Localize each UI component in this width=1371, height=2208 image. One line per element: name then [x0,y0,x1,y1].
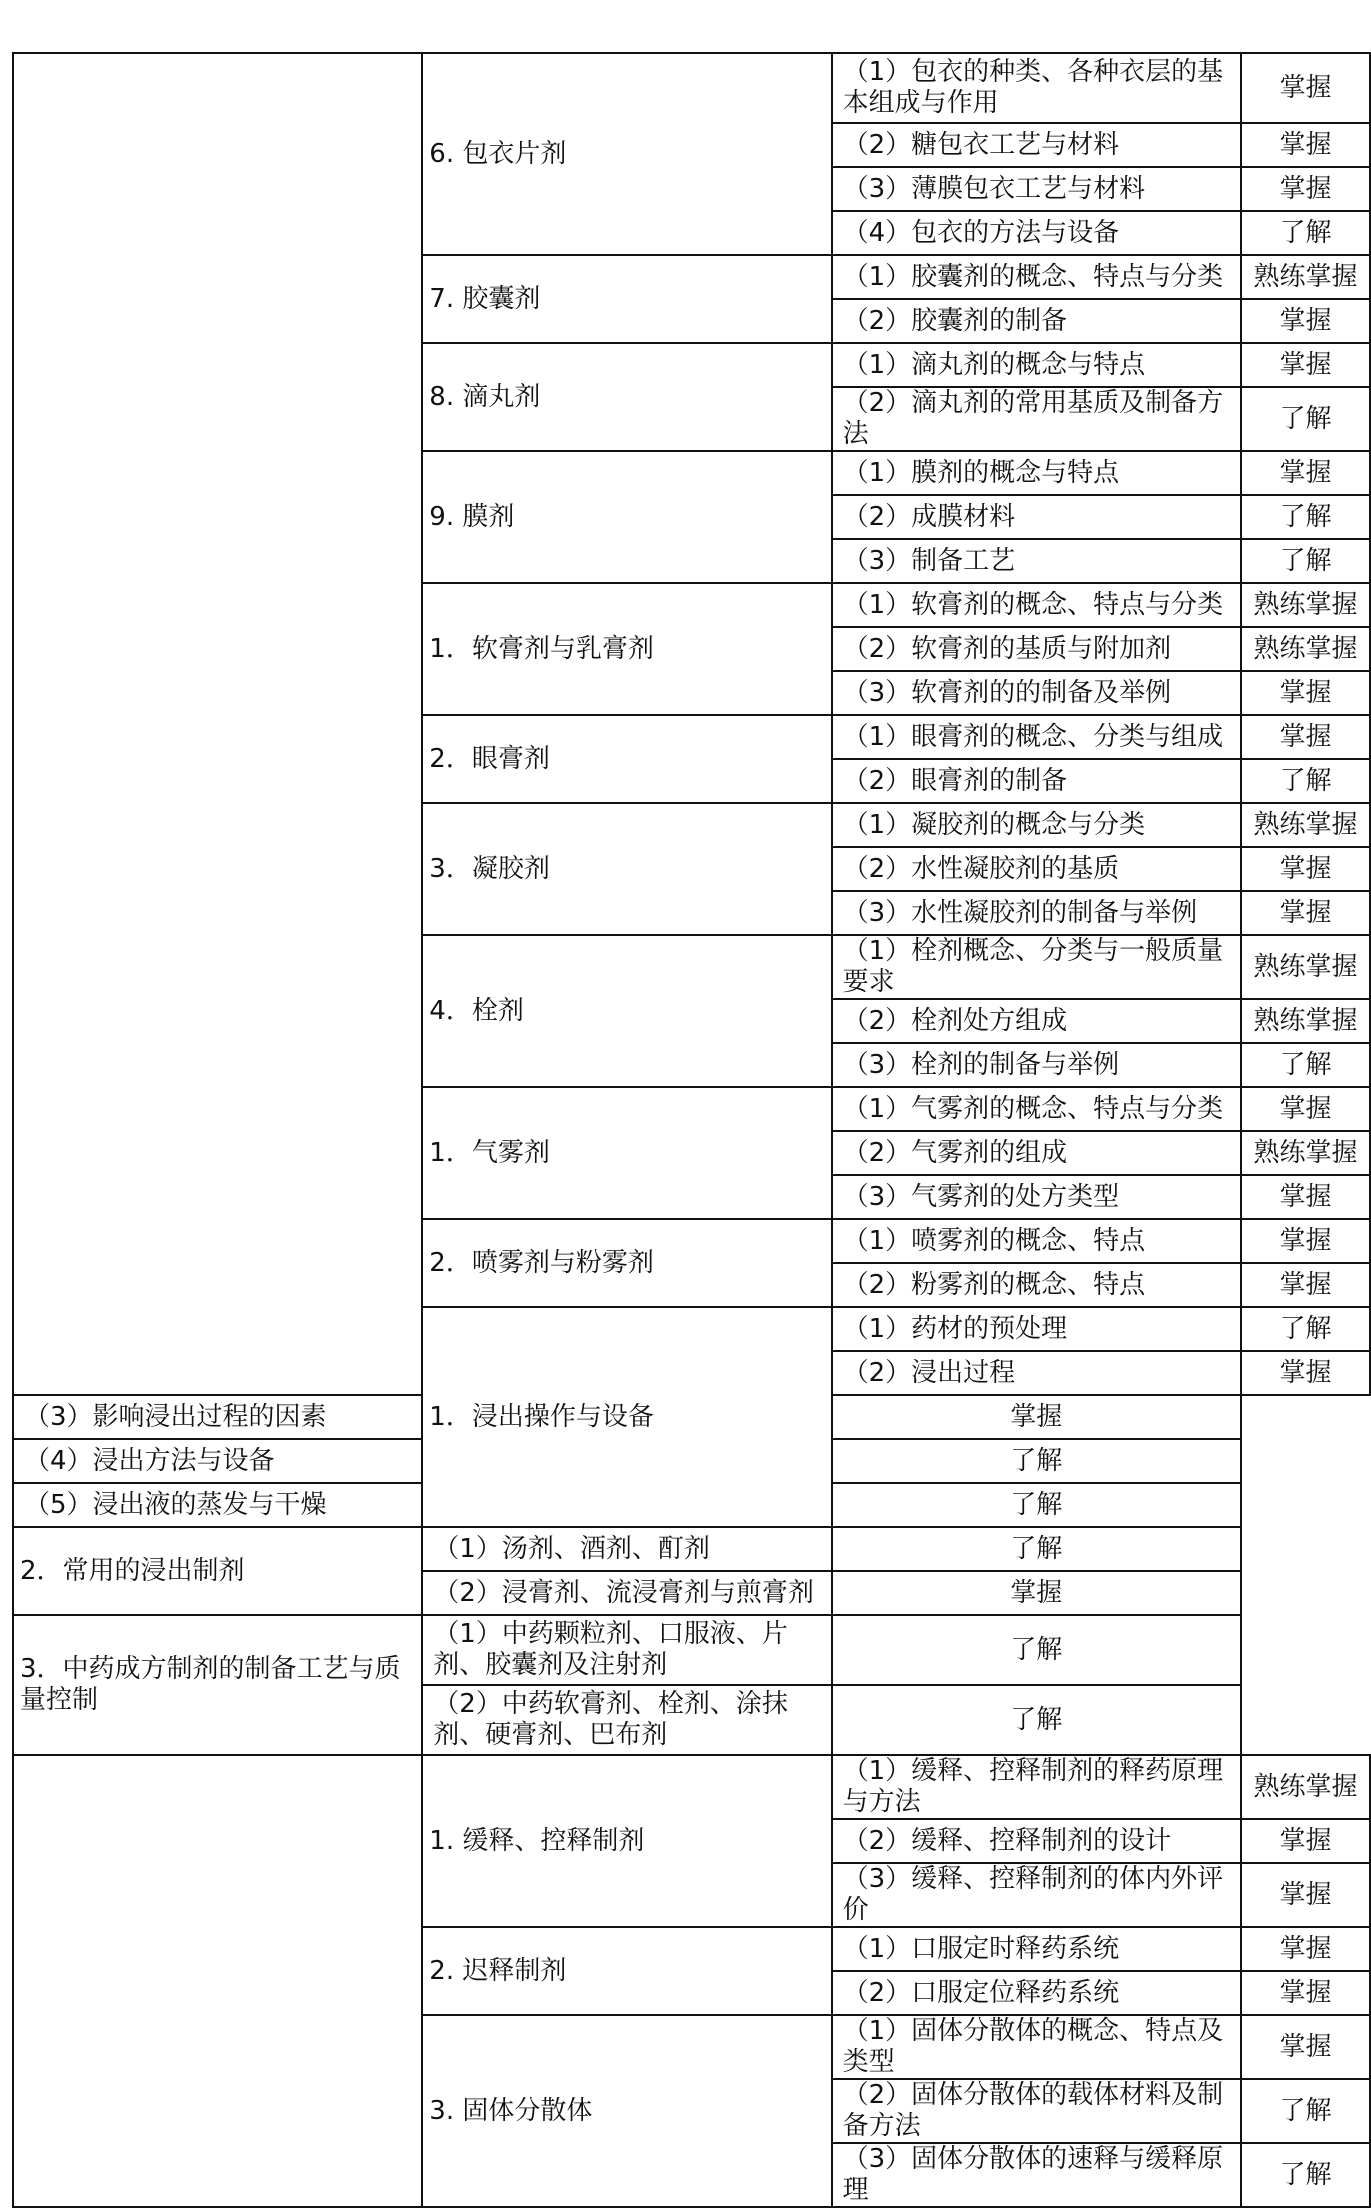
item-cell: （3）水性凝胶剂的制备与举例 [832,891,1241,935]
level-cell: 熟练掌握 [1241,803,1370,847]
item-cell: （3）制备工艺 [832,539,1241,583]
unit-cell [13,1755,422,2207]
item-cell: （1）膜剂的概念与特点 [832,451,1241,495]
topic-cell: 1．气雾剂 [422,1087,831,1219]
level-cell: 掌握 [1241,1087,1370,1131]
item-cell: （2）中药软膏剂、栓剂、涂抹剂、硬膏剂、巴布剂 [422,1685,831,1755]
item-cell: （2）胶囊剂的制备 [832,299,1241,343]
item-cell: （2）糖包衣工艺与材料 [832,123,1241,167]
item-cell: （2）气雾剂的组成 [832,1131,1241,1175]
topic-cell: 3．中药成方制剂的制备工艺与质量控制 [13,1615,422,1755]
item-cell: （4）包衣的方法与设备 [832,211,1241,255]
table-row [13,1527,1370,1571]
item-cell: （2）滴丸剂的常用基质及制备方法 [832,387,1241,451]
level-cell: 了解 [1241,387,1370,451]
level-cell: 掌握 [1241,715,1370,759]
item-cell: （1）气雾剂的概念、特点与分类 [832,1087,1241,1131]
level-cell: 掌握 [1241,1971,1370,2015]
topic-cell: 6. 包衣片剂 [422,53,831,255]
level-cell: 了解 [832,1439,1241,1483]
topic-cell: 1．浸出操作与设备 [422,1307,831,1527]
topic-cell: 3. 固体分散体 [422,2015,831,2207]
item-cell: （4）浸出方法与设备 [13,1439,422,1483]
topic-cell: 2．喷雾剂与粉雾剂 [422,1219,831,1307]
level-cell: 了解 [832,1615,1241,1685]
item-cell: （1）眼膏剂的概念、分类与组成 [832,715,1241,759]
topic-cell: 9. 膜剂 [422,451,831,583]
level-cell: 了解 [832,1527,1241,1571]
topic-cell: 7. 胶囊剂 [422,255,831,343]
level-cell: 掌握 [1241,1175,1370,1219]
level-cell: 熟练掌握 [1241,627,1370,671]
level-cell: 掌握 [1241,299,1370,343]
table-row [13,53,1370,123]
level-cell: 掌握 [1241,167,1370,211]
level-cell: 熟练掌握 [1241,999,1370,1043]
level-cell: 了解 [832,1483,1241,1527]
level-cell: 掌握 [1241,891,1370,935]
level-cell: 熟练掌握 [1241,935,1370,999]
level-cell: 掌握 [1241,1351,1370,1395]
level-cell: 掌握 [1241,847,1370,891]
item-cell: （2）栓剂处方组成 [832,999,1241,1043]
unit-cell [13,53,422,1395]
level-cell: 了解 [1241,2079,1370,2143]
level-cell: 掌握 [1241,1263,1370,1307]
level-cell: 掌握 [832,1571,1241,1615]
item-cell: （1）包衣的种类、各种衣层的基本组成与作用 [832,53,1241,123]
level-cell: 熟练掌握 [1241,1755,1370,1819]
item-cell: （3）缓释、控释制剂的体内外评价 [832,1863,1241,1927]
item-cell: （2）成膜材料 [832,495,1241,539]
item-cell: （3）薄膜包衣工艺与材料 [832,167,1241,211]
level-cell: 了解 [1241,1307,1370,1351]
item-cell: （1）喷雾剂的概念、特点 [832,1219,1241,1263]
level-cell: 掌握 [1241,343,1370,387]
item-cell: （5）浸出液的蒸发与干燥 [13,1483,422,1527]
item-cell: （1）口服定时释药系统 [832,1927,1241,1971]
level-cell: 了解 [1241,2143,1370,2207]
item-cell: （2）浸出过程 [832,1351,1241,1395]
topic-cell: 3．凝胶剂 [422,803,831,935]
item-cell: （1）栓剂概念、分类与一般质量要求 [832,935,1241,999]
topic-cell: 4．栓剂 [422,935,831,1087]
level-cell: 掌握 [1241,123,1370,167]
item-cell: （1）胶囊剂的概念、特点与分类 [832,255,1241,299]
table-row [13,1755,1370,1819]
item-cell: （2）软膏剂的基质与附加剂 [832,627,1241,671]
level-cell: 了解 [1241,539,1370,583]
level-cell: 掌握 [1241,1819,1370,1863]
topic-cell: 2. 迟释制剂 [422,1927,831,2015]
level-cell: 了解 [1241,495,1370,539]
level-cell: 掌握 [1241,1927,1370,1971]
level-cell: 了解 [1241,1043,1370,1087]
topic-cell: 2．眼膏剂 [422,715,831,803]
syllabus-table [12,52,1371,2208]
item-cell: （1）中药颗粒剂、口服液、片剂、胶囊剂及注射剂 [422,1615,831,1685]
level-cell: 熟练掌握 [1241,583,1370,627]
syllabus-table-body [13,53,1370,2207]
level-cell: 熟练掌握 [1241,1131,1370,1175]
item-cell: （2）缓释、控释制剂的设计 [832,1819,1241,1863]
item-cell: （3）影响浸出过程的因素 [13,1395,422,1439]
level-cell: 掌握 [832,1395,1241,1439]
topic-cell: 1. 缓释、控释制剂 [422,1755,831,1927]
level-cell: 了解 [1241,211,1370,255]
level-cell: 掌握 [1241,53,1370,123]
level-cell: 掌握 [1241,451,1370,495]
level-cell: 了解 [1241,759,1370,803]
item-cell: （2）固体分散体的载体材料及制备方法 [832,2079,1241,2143]
level-cell: 了解 [832,1685,1241,1755]
item-cell: （1）滴丸剂的概念与特点 [832,343,1241,387]
item-cell: （2）浸膏剂、流浸膏剂与煎膏剂 [422,1571,831,1615]
level-cell: 熟练掌握 [1241,255,1370,299]
item-cell: （3）软膏剂的的制备及举例 [832,671,1241,715]
level-cell: 掌握 [1241,2015,1370,2079]
item-cell: （1）凝胶剂的概念与分类 [832,803,1241,847]
item-cell: （1）固体分散体的概念、特点及类型 [832,2015,1241,2079]
item-cell: （2）水性凝胶剂的基质 [832,847,1241,891]
item-cell: （1）汤剂、酒剂、酊剂 [422,1527,831,1571]
level-cell: 掌握 [1241,671,1370,715]
table-row [13,1615,1370,1685]
item-cell: （2）粉雾剂的概念、特点 [832,1263,1241,1307]
item-cell: （1）软膏剂的概念、特点与分类 [832,583,1241,627]
item-cell: （2）眼膏剂的制备 [832,759,1241,803]
level-cell: 掌握 [1241,1219,1370,1263]
item-cell: （1）缓释、控释制剂的释药原理与方法 [832,1755,1241,1819]
topic-cell: 2．常用的浸出制剂 [13,1527,422,1615]
topic-cell: 8. 滴丸剂 [422,343,831,451]
item-cell: （3）固体分散体的速释与缓释原理 [832,2143,1241,2207]
item-cell: （2）口服定位释药系统 [832,1971,1241,2015]
topic-cell: 1．软膏剂与乳膏剂 [422,583,831,715]
item-cell: （1）药材的预处理 [832,1307,1241,1351]
item-cell: （3）气雾剂的处方类型 [832,1175,1241,1219]
item-cell: （3）栓剂的制备与举例 [832,1043,1241,1087]
level-cell: 掌握 [1241,1863,1370,1927]
